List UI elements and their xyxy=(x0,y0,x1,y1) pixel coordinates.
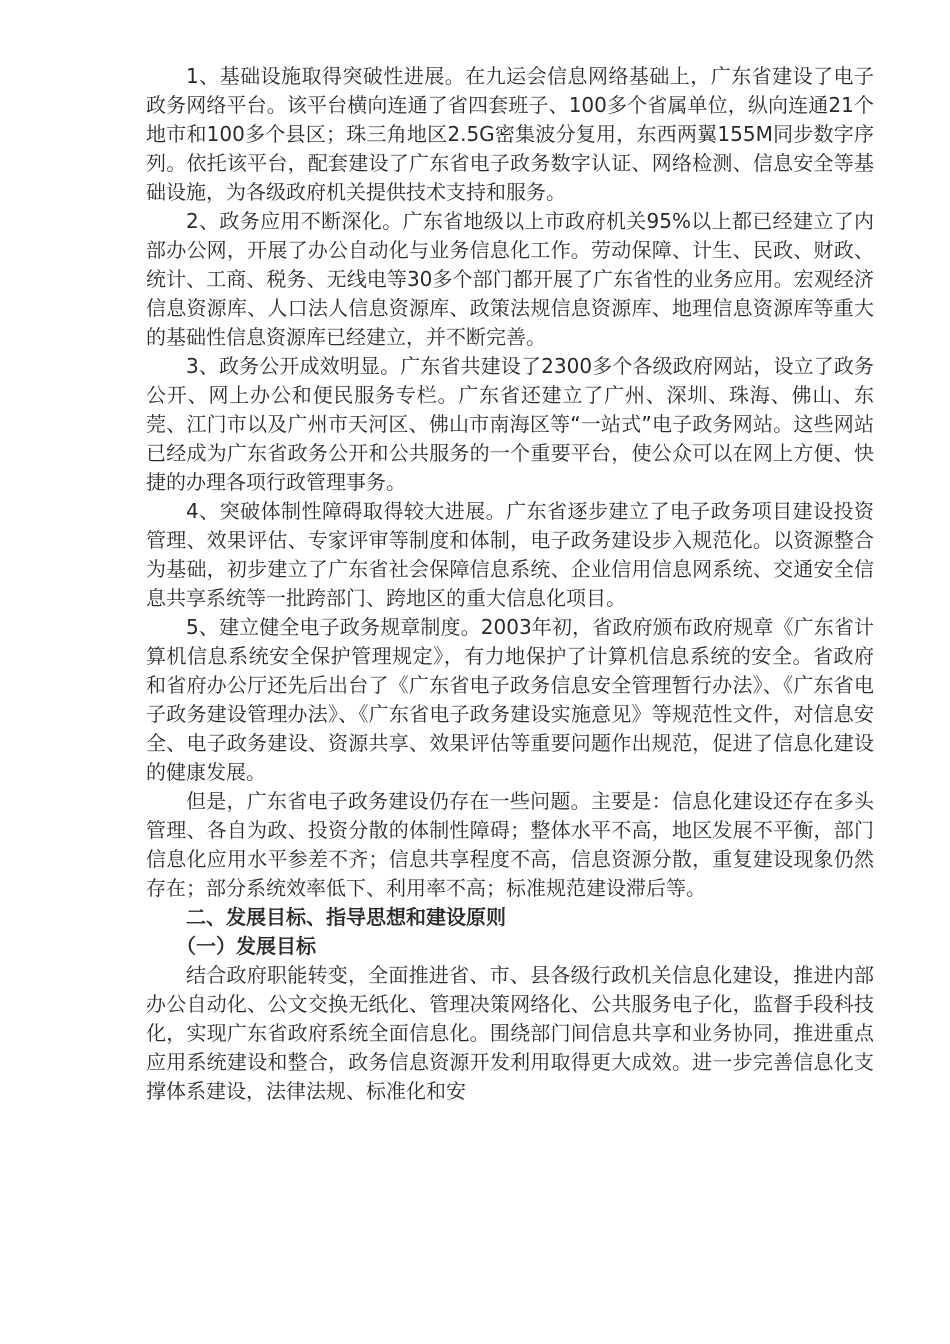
paragraph-transparency: 3、政务公开成效明显。广东省共建设了2300多个各级政府网站，设立了政务公开、网上办公和便民服务专栏。广东省还建立了广州、深圳、珠海、佛山、东莞、江门市以及广州市天河区、佛山市南海区等“一站式”电子政务网站。这些网站已经成为广东省政务公开和公共服务的一个重要平台，使公众可以在网上方便、快捷的办理各项行政管理事务。 xyxy=(146,354,874,494)
section-heading: 二、发展目标、指导思想和建设原则 xyxy=(186,905,506,929)
paragraph-applications: 2、政务应用不断深化。广东省地级以上市政府机关95%以上都已经建立了内部办公网，开展了办公自动化与业务信息化工作。劳动保障、计生、民政、财政、统计、工商、税务、无线电等30多个部门都开展了广东省性的业务应用。宏观经济信息资源库、人口法人信息资源库、政策法规信息资源库、地理信息资源库等重大的基础性信息资源库已经建立，并不断完善。 xyxy=(146,209,874,349)
subsection-heading: （一）发展目标 xyxy=(176,934,316,958)
paragraph-goals: 结合政府职能转变，全面推进省、市、县各级行政机关信息化建设，推进内部办公自动化、公文交换无纸化、管理决策网络化、公共服务电子化，监督手段科技化，实现广东省政府系统全面信息化。围绕部门间信息共享和业务协同，推进重点应用系统建设和整合，政务信息资源开发利用取得更大成效。进一步完善信息化支撑体系建设，法律法规、标准化和安 xyxy=(146,963,874,1103)
paragraph-problems: 但是，广东省电子政务建设仍存在一些问题。主要是：信息化建设还存在多头管理、各自为政、投资分散的体制性障碍；整体水平不高，地区发展不平衡，部门信息化应用水平参差不齐；信息共享程度不高，信息资源分散，重复建设现象仍然存在；部分系统效率低下、利用率不高；标准规范建设滞后等。 xyxy=(146,789,874,900)
paragraph-institutional: 4、突破体制性障碍取得较大进展。广东省逐步建立了电子政务项目建设投资管理、效果评估、专家评审等制度和体制，电子政务建设步入规范化。以资源整合为基础，初步建立了广东省社会保障信息系统、企业信用信息网系统、交通安全信息共享系统等一批跨部门、跨地区的重大信息化项目。 xyxy=(146,499,874,610)
paragraph-regulations: 5、建立健全电子政务规章制度。2003年初，省政府颁布政府规章《广东省计算机信息系统安全保护管理规定》，有力地保护了计算机信息系统的安全。省政府和省府办公厅还先后出台了《广东省电子政务信息安全管理暂行办法》、《广东省电子政务建设管理办法》、《广东省电子政务建设实施意见》等规范性文件，对信息安全、电子政务建设、资源共享、效果评估等重要问题作出规范，促进了信息化建设的健康发展。 xyxy=(146,615,874,784)
paragraph-infrastructure: 1、基础设施取得突破性进展。在九运会信息网络基础上，广东省建设了电子政务网络平台。该平台横向连通了省四套班子、100多个省属单位，纵向连通21个地市和100多个县区；珠三角地区2.5G密集波分复用，东西两翼155M同步数字序列。依托该平台，配套建设了广东省电子政务数字认证、网络检测、信息安全等基础设施，为各级政府机关提供技术支持和服务。 xyxy=(146,64,874,204)
document-body xyxy=(146,62,874,1106)
